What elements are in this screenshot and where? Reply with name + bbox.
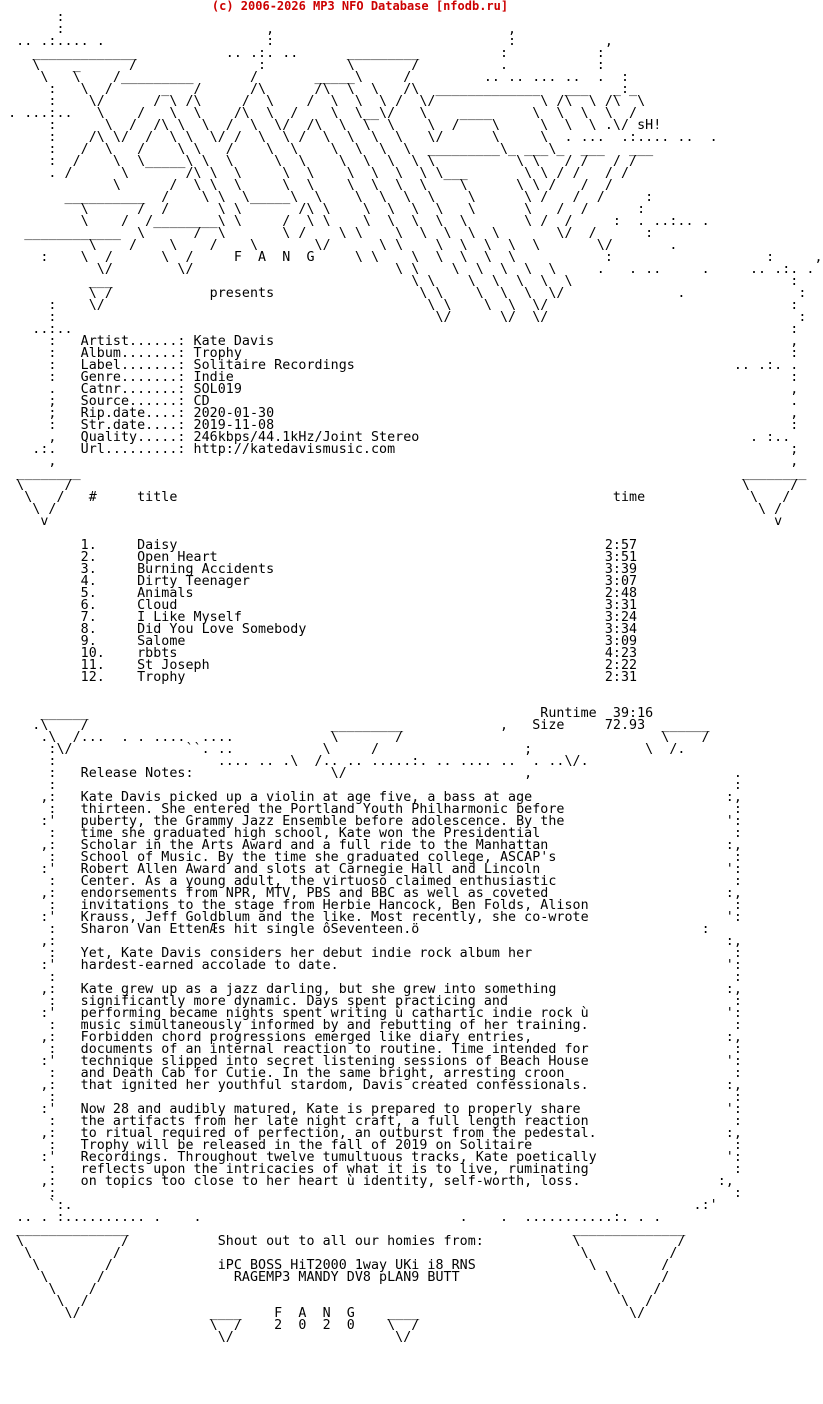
nfo-line: : thirteen. She entered the Portland Youth Philharmonic before :	[0, 802, 742, 817]
nfo-line: : :	[0, 970, 742, 985]
nfo-line: . / \ /\ \ \ \ \ \ \ \ \ \___ \ \ / / / /	[0, 166, 630, 181]
nfo-line: : School of Music. By the time she graduated college, ASCAP's :	[0, 850, 742, 865]
nfo-line: \ / presents \ \ \ \ \ \/ . :	[0, 286, 807, 301]
nfo-line: : the artifacts from her late night craft, a full length reaction :	[0, 1114, 742, 1129]
nfo-line: \ / \ /	[0, 502, 783, 517]
nfo-line: : :	[0, 778, 742, 793]
nfo-line: :' Krauss, Jeff Goldblum and the like. Most recently, she co-wrote ':	[0, 910, 742, 925]
nfo-line: : \/ \/ \/ :	[0, 310, 807, 325]
nfo-line: : Genre.......: Indie :	[0, 370, 799, 385]
nfo-line: .\ / _________ , Size 72.93 ______	[0, 718, 710, 733]
nfo-line: 7. I Like Myself 3:24	[0, 610, 638, 625]
nfo-line: \ / 2 0 2 0 \ /	[0, 1318, 420, 1333]
nfo-line: : \ / /\ \ \ / \ \/ /\ \ \ \ \ / \ \ \ \ .\/ sH!	[0, 118, 662, 133]
nfo-line: _____________ .. .:. .. _________ : :	[0, 46, 605, 61]
nfo-line: :' Now 28 and audibly matured, Kate is prepared to properly share ':	[0, 1102, 742, 1117]
nfo-line: : and Death Cab for Cutie. In the same bright, arresting croon :	[0, 1066, 742, 1081]
nfo-line: \ / \ /	[0, 1294, 654, 1309]
nfo-line: ,: to ritual required of perfection, an outburst from the pedestal. :,	[0, 1126, 742, 1141]
nfo-line: : Str.date....: 2019-11-08 :	[0, 418, 799, 433]
nfo-line: \ / Shout out to all our homies from: \ /	[0, 1234, 686, 1249]
nfo-line: 6. Cloud 3:31	[0, 598, 638, 613]
nfo-line: \ / / \ \ /\ \ \ \ \ \ \ \ / / :	[0, 202, 646, 217]
nfo-line: : :	[0, 1090, 742, 1105]
nfo-line: \ / \ \ \ \ \ \ \ \ \ \ \ \ / / /	[0, 178, 613, 193]
nfo-line: . ...:.. \ / \ \ /\ \ / \ \__\/ \ ____ \ \ \ \ /	[0, 106, 638, 121]
nfo-line: : Artist......: Kate Davis ,	[0, 334, 799, 349]
nfo-line: __________ / \ \ \_____\ \ \ \ \ \ \ \ / / / :	[0, 190, 654, 205]
nfodb-header: (c) 2006-2026 MP3 NFO Database [nfodb.ru]	[211, 0, 509, 13]
nfo-line: 4. Dirty Teenager 3:07	[0, 574, 638, 589]
nfo-line: : /\ \/ / \ \ \/ / \ \ / \ \ \ \ \/ \ \ . ... .:.... .. .	[0, 130, 718, 145]
nfo-line: ______________ ______________	[0, 1222, 686, 1237]
nfo-line: \ / iPC BOSS HiT2000 1way UKi i8 RNS \ /	[0, 1258, 670, 1273]
nfo-line: : \ / \ / F A N G \ \ \ \ \ \ \ : : ,	[0, 250, 823, 265]
nfo-line: : Label.......: Solitaire Recordings .. .:. .	[0, 358, 799, 373]
nfo-line: ______ Runtime 39:16	[0, 706, 654, 721]
nfo-line: \ / # title time \ /	[0, 490, 791, 505]
nfo-line: 2. Open Heart 3:51	[0, 550, 638, 565]
nfo-line: : Yet, Kate Davis considers her debut indie rock album her :	[0, 946, 742, 961]
nfo-line: , ,	[0, 454, 799, 469]
nfo-line: : time she graduated high school, Kate won the Presidential :	[0, 826, 742, 841]
nfo-line: ; Rip.date....: 2020-01-30 ,	[0, 406, 799, 421]
nfo-line: : .... .. .\ /.. .. .....:. .. .... .. . ..\/.	[0, 754, 597, 769]
nfo-line: : Sharon Van EttenÆs hit single ôSeventeen.ö :	[0, 922, 710, 937]
nfo-line: ,: Forbidden chord progressions emerged like diary entries, :,	[0, 1030, 742, 1045]
nfo-line: : Center. As a young adult, the virtuoso claimed enthusiastic :	[0, 874, 742, 889]
nfo-line: : :	[0, 1186, 742, 1201]
nfo-line: 3. Burning Accidents 3:39	[0, 562, 638, 577]
nfo-line: :' Recordings. Throughout twelve tumultuous tracks, Kate poetically ':	[0, 1150, 742, 1165]
nfo-line: 1. Daisy 2:57	[0, 538, 638, 553]
nfo-line: : \/ \ \ \ \ \/ :	[0, 298, 799, 313]
nfo-line: .. .:.... . : : ,	[0, 34, 613, 49]
nfo-line: \ / RAGEMP3 MANDY DV8 pLAN9 BUTT \ /	[0, 1270, 670, 1285]
nfo-line: ; Source......: CD .	[0, 394, 799, 409]
nfo-line: \ / \ /	[0, 478, 799, 493]
nfo-line: : \ / _ / /\ /\ \ \ /\ _____________ ___ _:_	[0, 82, 638, 97]
nfo-line: : , ,	[0, 22, 517, 37]
nfo-line: ,: endorsements from NPR, MTV, PBS and BBC as well as coveted :,	[0, 886, 742, 901]
nfo-line: :' hardest-earned accolade to date. ':	[0, 958, 742, 973]
nfo-line: v v	[0, 514, 783, 529]
nfo-line: \ / \ /	[0, 1282, 662, 1297]
nfo-line: ,: Kate grew up as a jazz darling, but she grew into something :,	[0, 982, 742, 997]
nfo-line: :	[0, 10, 65, 25]
nfo-line: :' puberty, the Grammy Jazz Ensemble before adolescence. By the ':	[0, 814, 742, 829]
nfo-line: ________ ________	[0, 466, 807, 481]
nfo-line: : reflects upon the intricacies of what it is to live, ruminating :	[0, 1162, 742, 1177]
nfo-line: \/ \/ \ \ \ \ \ \ \ . . .. . .. .:. .	[0, 262, 815, 277]
nfo-line: \ _ / : \ / . :	[0, 58, 605, 73]
nfo-line: 10. rbbts 4:23	[0, 646, 638, 661]
nfo-line: 9. Salome 3:09	[0, 634, 638, 649]
nfo-line: : Trophy will be released in the fall of 2019 on Solitaire :	[0, 1138, 742, 1153]
nfo-text	[0, 12, 823, 1344]
nfo-line: \ / \ /	[0, 1246, 678, 1261]
nfo-line: : Release Notes: \/ , .	[0, 766, 742, 781]
nfo-line: :' performing became nights spent writing ù cathartic indie rock ù ':	[0, 1006, 742, 1021]
nfo-line: ,: Scholar in the Arts Award and a full ride to the Manhattan :,	[0, 838, 742, 853]
nfo-line: .. . :.......... . . . . ...........:. . .	[0, 1210, 662, 1225]
nfo-line: , Quality.....: 246kbps/44.1kHz/Joint Stereo . :..	[0, 430, 799, 445]
nfo-line: :' technique slipped into secret listening sessions of Beach House ':	[0, 1054, 742, 1069]
nfo-line: `:. .:'	[0, 1198, 718, 1213]
nfo-line: 5. Animals 2:48	[0, 586, 638, 601]
nfo-line: \ \ /_________ / _____\ / .. .. ... .. . :	[0, 70, 630, 85]
nfo-line: \ / /________\ \ / \ \ \ \ \ \ \ \ / / : . ..:.. .	[0, 214, 710, 229]
nfo-line: : Album.......: Trophy :	[0, 346, 799, 361]
nfo-line: ,: :,	[0, 934, 742, 949]
nfo-line: ____________ \ / \ \ / \ \ \ \ \ \ \ \/ / :	[0, 226, 654, 241]
nfo-line: 12. Trophy 2:31	[0, 670, 638, 685]
nfo-line: ,: that ignited her youthful stardom, Davis created confessionals. :,	[0, 1078, 742, 1093]
nfo-line: ,: on topics too close to her heart ù identity, self-worth, loss. :,	[0, 1174, 734, 1189]
nfo-line: \ / \ / \ \/ \ \ \ \ \ \ \ \/ .	[0, 238, 678, 253]
nfo-line: 8. Did You Love Somebody 3:34	[0, 622, 638, 637]
nfo-line: :' Robert Allen Award and slots at Carnegie Hall and Lincoln ':	[0, 862, 742, 877]
nfo-line: : invitations to the stage from Herbie Hancock, Ben Folds, Alison :	[0, 898, 742, 913]
nfo-line: : significantly more dynamic. Days spent practicing and :	[0, 994, 742, 1009]
nfo-line: \/ ____ F A N G ____ \/	[0, 1306, 646, 1321]
nfo-line: .\ /... . . .... .... \ / \ /	[0, 730, 710, 745]
nfo-line: . Catnr.......: SOL019 ,	[0, 382, 799, 397]
nfo-line: : / \ / \ \ / \ \ \ \ \ \ _________\_ ___\_ ___ ___	[0, 142, 654, 157]
nfo-line: ..:.. :	[0, 322, 799, 337]
nfo-line: ,: Kate Davis picked up a violin at age five, a bass at age :,	[0, 790, 742, 805]
nfo-line: : documents of an internal reaction to routine. Time intended for :	[0, 1042, 742, 1057]
nfo-line: \/ \/	[0, 1330, 412, 1345]
nfo-line: : / \ \_____\ \ \ \ \ \ \ \ \ \ \ \ / / / /	[0, 154, 638, 169]
nfo-line: ___ \ \ \ \ \ \ \ :	[0, 274, 799, 289]
nfo-line: : music simultaneously informed by and rebutting of her training. :	[0, 1018, 742, 1033]
nfo-line: .:. Url.........: http://katedavismusic.com ;	[0, 442, 799, 457]
nfo-line: : \/ / \ /\ / \ / \ \ \ / \/ \ /\ \ /\ \	[0, 94, 646, 109]
nfo-line: :\/ ``. .. \ / ; \ /.	[0, 742, 686, 757]
nfo-line: 11. St Joseph 2:22	[0, 658, 638, 673]
